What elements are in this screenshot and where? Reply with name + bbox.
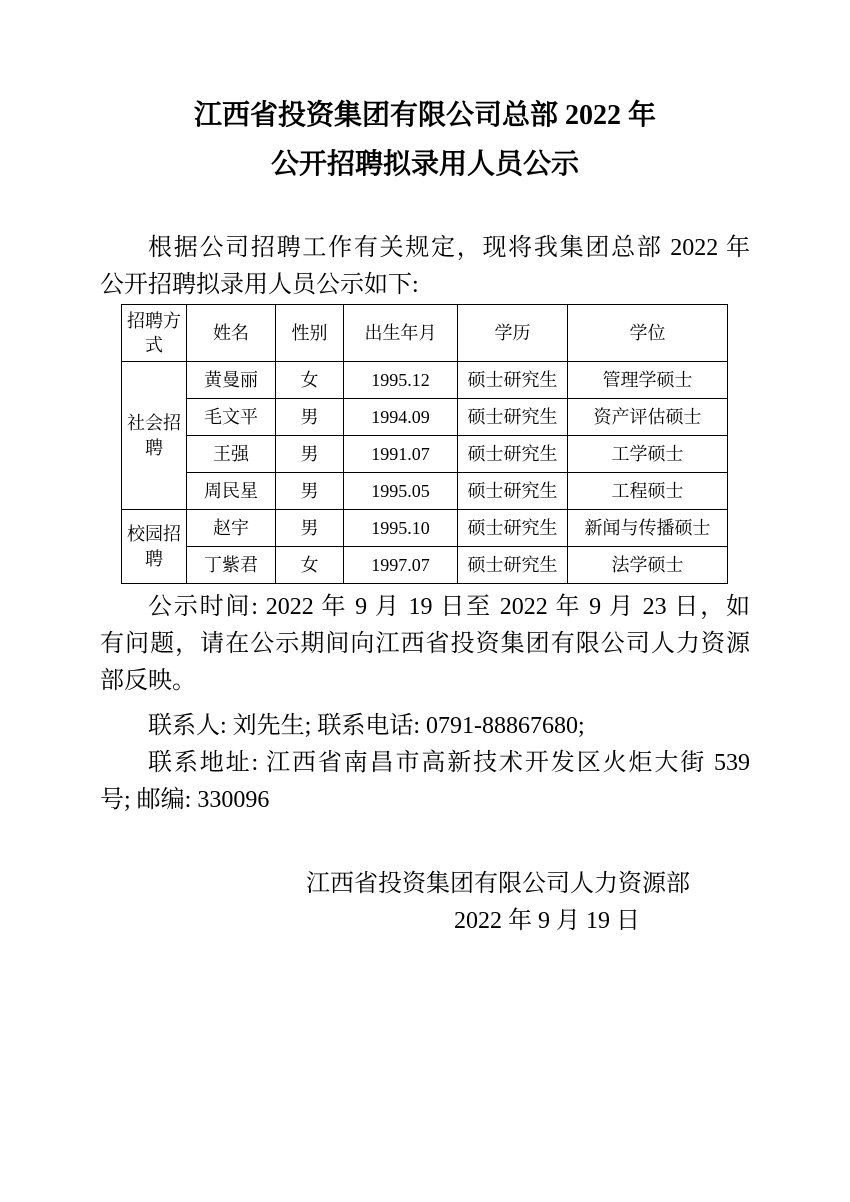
cell-gender: 女: [276, 362, 344, 399]
cell-birth: 1995.12: [344, 362, 458, 399]
cell-degree: 管理学硕士: [568, 362, 728, 399]
header-cell-gender: 性别: [276, 305, 344, 362]
cell-education: 硕士研究生: [458, 510, 568, 547]
cell-degree: 法学硕士: [568, 547, 728, 584]
cell-name: 赵宇: [187, 510, 276, 547]
notice-paragraph: [100, 589, 750, 700]
cell-name: 王强: [187, 436, 276, 473]
cell-birth: 1997.07: [344, 547, 458, 584]
cell-degree: 新闻与传播硕士: [568, 510, 728, 547]
contact-paragraph: [100, 708, 750, 745]
table-row: [122, 362, 728, 399]
cell-birth: 1995.05: [344, 473, 458, 510]
intro-line-2: 公开招聘拟录用人员公示如下:: [100, 272, 419, 298]
table-header-row: [122, 305, 728, 362]
table-row: [122, 510, 728, 547]
cell-degree: 工程硕士: [568, 473, 728, 510]
title-line-2: 公开招聘拟录用人员公示: [270, 149, 579, 180]
cell-method-social: 社会招聘: [122, 362, 187, 510]
cell-gender: 男: [276, 510, 344, 547]
table-row: [122, 399, 728, 436]
signature-date: 2022 年 9 月 19 日: [454, 908, 640, 934]
notice-line-3: 部反映。: [100, 668, 196, 694]
table-row: [122, 473, 728, 510]
title-line-1: 江西省投资集团有限公司总部 2022 年: [193, 100, 656, 131]
cell-gender: 女: [276, 547, 344, 584]
document-title: [100, 91, 750, 189]
signature-org: 江西省投资集团有限公司人力资源部: [306, 871, 690, 897]
header-cell-birth: 出生年月: [344, 305, 458, 362]
cell-birth: 1994.09: [344, 399, 458, 436]
cell-name: 丁紫君: [187, 547, 276, 584]
cell-education: 硕士研究生: [458, 436, 568, 473]
cell-name: 毛文平: [187, 399, 276, 436]
intro-paragraph: [100, 230, 750, 304]
cell-education: 硕士研究生: [458, 547, 568, 584]
header-cell-name: 姓名: [187, 305, 276, 362]
address-line-1: 联系地址: 江西省南昌市高新技术开发区火炬大街 539: [148, 750, 750, 776]
cell-name: 周民星: [187, 473, 276, 510]
intro-line-1: 根据公司招聘工作有关规定，现将我集团总部 2022 年: [148, 235, 750, 261]
cell-name: 黄曼丽: [187, 362, 276, 399]
recruitment-table: [121, 304, 728, 584]
header-cell-education: 学历: [458, 305, 568, 362]
table-row: [122, 547, 728, 584]
cell-gender: 男: [276, 399, 344, 436]
table-row: [122, 436, 728, 473]
cell-birth: 1995.10: [344, 510, 458, 547]
address-line-2: 号; 邮编: 330096: [100, 787, 270, 813]
cell-method-campus: 校园招聘: [122, 510, 187, 584]
cell-education: 硕士研究生: [458, 362, 568, 399]
cell-degree: 资产评估硕士: [568, 399, 728, 436]
cell-education: 硕士研究生: [458, 399, 568, 436]
notice-line-2: 有问题，请在公示期间向江西省投资集团有限公司人力资源: [100, 631, 750, 657]
document-content: [100, 91, 750, 940]
cell-birth: 1991.07: [344, 436, 458, 473]
cell-gender: 男: [276, 473, 344, 510]
contact-line: 联系人: 刘先生; 联系电话: 0791-88867680;: [148, 713, 585, 739]
cell-degree: 工学硕士: [568, 436, 728, 473]
header-cell-method: 招聘方式: [122, 305, 187, 362]
address-paragraph: [100, 745, 750, 819]
notice-line-1: 公示时间: 2022 年 9 月 19 日至 2022 年 9 月 23 日，如: [148, 594, 750, 620]
cell-gender: 男: [276, 436, 344, 473]
cell-education: 硕士研究生: [458, 473, 568, 510]
header-cell-degree: 学位: [568, 305, 728, 362]
